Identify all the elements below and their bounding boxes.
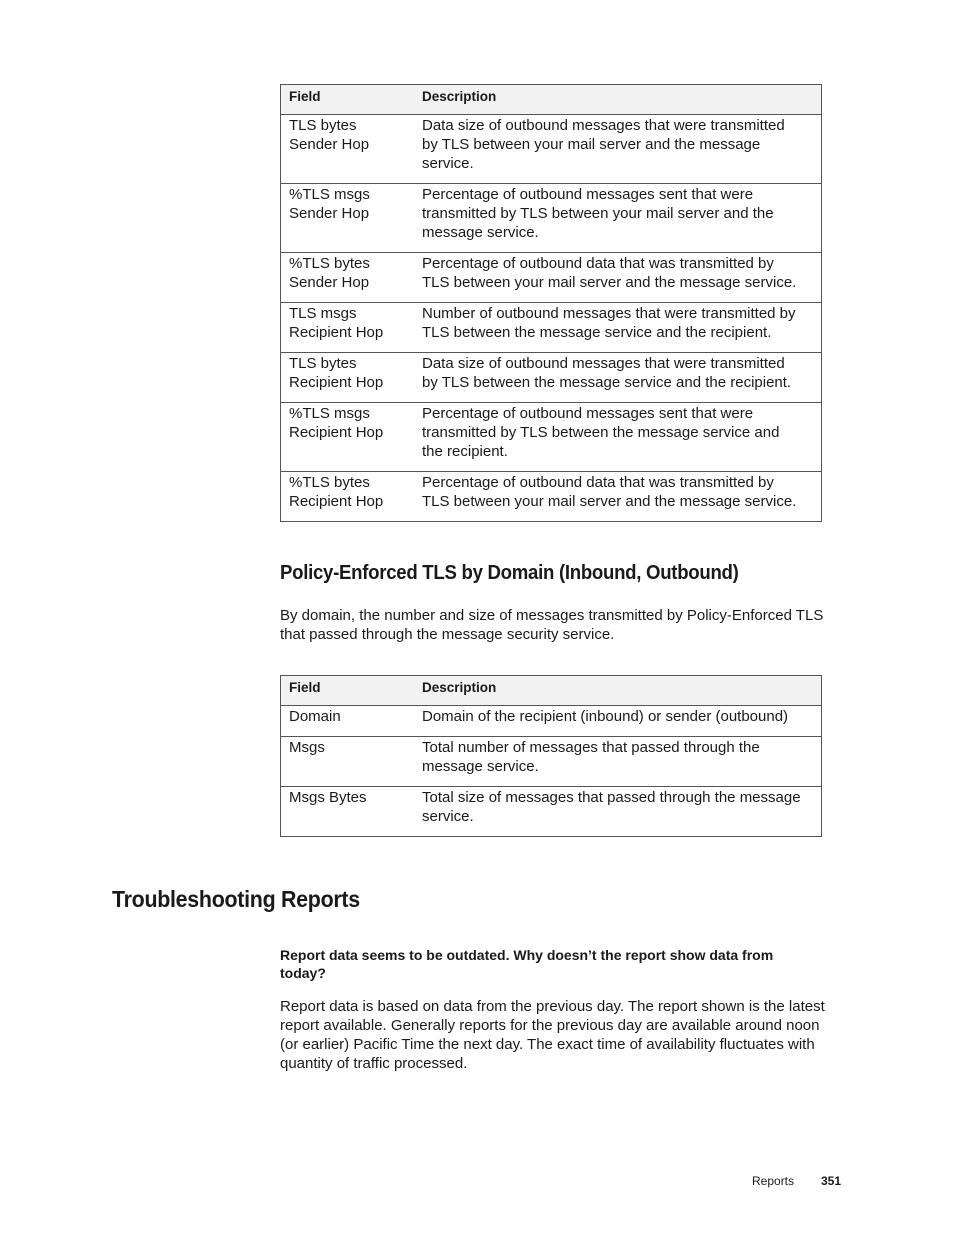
table-row [281, 184, 822, 253]
field-line: %TLS msgs [289, 405, 370, 422]
field-cell [281, 353, 415, 403]
table-row [281, 737, 822, 787]
table-header-row [281, 85, 822, 115]
field-line: Sender Hop [289, 205, 370, 222]
description-line: Total size of messages that passed through the message [422, 789, 801, 806]
field-line: TLS bytes [289, 117, 357, 134]
field-line: Sender Hop [289, 274, 370, 291]
description-line: Percentage of outbound messages sent that were [422, 405, 754, 422]
field-line: Sender Hop [289, 136, 370, 153]
description-line: service. [422, 808, 474, 825]
table-header-row [281, 676, 822, 706]
description-cell [414, 403, 822, 472]
field-cell [281, 737, 415, 787]
tls-fields-table [280, 84, 822, 522]
description-cell [414, 184, 822, 253]
field-line: Msgs [289, 739, 325, 756]
answer-line: report available. Generally reports for the previous day are available around noon [280, 1017, 820, 1034]
description-cell [414, 253, 822, 303]
column-header-description: Description [414, 85, 822, 115]
description-line: Domain of the recipient (inbound) or sender (outbound) [422, 708, 789, 725]
troubleshooting-answer [280, 997, 850, 1073]
description-line: Total number of messages that passed through the [422, 739, 760, 756]
description-line: TLS between the message service and the recipient. [422, 324, 772, 341]
description-line: service. [422, 155, 474, 172]
policy-tls-heading: Policy-Enforced TLS by Domain (Inbound, Outbound) [280, 562, 739, 584]
field-line: %TLS msgs [289, 186, 370, 203]
field-cell [281, 303, 415, 353]
footer-section-name: Reports [752, 1174, 795, 1188]
field-line: %TLS bytes [289, 474, 370, 491]
description-line: Percentage of outbound data that was transmitted by [422, 474, 774, 491]
intro-line: By domain, the number and size of messages transmitted by Policy-Enforced TLS [280, 607, 824, 624]
table-row [281, 115, 822, 184]
policy-tls-intro [280, 606, 850, 644]
column-header-description: Description [414, 676, 822, 706]
table-row [281, 706, 822, 737]
field-cell [281, 403, 415, 472]
field-cell [281, 787, 415, 837]
description-line: by TLS between your mail server and the message [422, 136, 761, 153]
field-line: Recipient Hop [289, 324, 384, 341]
field-line: TLS bytes [289, 355, 357, 372]
field-cell [281, 115, 415, 184]
intro-line: that passed through the message security service. [280, 626, 615, 643]
field-cell [281, 706, 415, 737]
description-cell [414, 706, 822, 737]
field-line: Domain [289, 708, 341, 725]
field-line: Recipient Hop [289, 493, 384, 510]
description-line: Data size of outbound messages that were transmitted [422, 355, 785, 372]
field-cell [281, 184, 415, 253]
description-line: TLS between your mail server and the message service. [422, 493, 797, 510]
description-cell [414, 115, 822, 184]
field-cell [281, 253, 415, 303]
description-line: transmitted by TLS between the message service and [422, 424, 780, 441]
description-line: the recipient. [422, 443, 508, 460]
answer-line: quantity of traffic processed. [280, 1055, 468, 1072]
column-header-field: Field [281, 85, 415, 115]
description-line: message service. [422, 224, 539, 241]
table-row [281, 472, 822, 522]
answer-line: Report data is based on data from the previous day. The report shown is the latest [280, 998, 825, 1015]
table-row [281, 253, 822, 303]
description-line: TLS between your mail server and the message service. [422, 274, 797, 291]
description-cell [414, 353, 822, 403]
troubleshooting-question [280, 946, 850, 982]
table-row [281, 353, 822, 403]
table-row [281, 787, 822, 837]
question-line: Report data seems to be outdated. Why doesn’t the report show data from [280, 947, 774, 963]
description-line: message service. [422, 758, 539, 775]
troubleshooting-heading: Troubleshooting Reports [112, 886, 360, 912]
field-line: Recipient Hop [289, 424, 384, 441]
field-line: TLS msgs [289, 305, 357, 322]
field-line: %TLS bytes [289, 255, 370, 272]
column-header-field: Field [281, 676, 415, 706]
field-line: Msgs Bytes [289, 789, 367, 806]
description-line: Percentage of outbound messages sent that were [422, 186, 754, 203]
description-line: Number of outbound messages that were transmitted by [422, 305, 796, 322]
answer-line: (or earlier) Pacific Time the next day. The exact time of availability fluctuates with [280, 1036, 815, 1053]
description-cell [414, 472, 822, 522]
field-cell [281, 472, 415, 522]
table-row [281, 403, 822, 472]
description-line: by TLS between the message service and the recipient. [422, 374, 792, 391]
description-line: Data size of outbound messages that were transmitted [422, 117, 785, 134]
footer-page-number: 351 [821, 1174, 842, 1188]
table-row [281, 303, 822, 353]
description-cell [414, 303, 822, 353]
description-cell [414, 787, 822, 837]
field-line: Recipient Hop [289, 374, 384, 391]
question-line: today? [280, 965, 326, 981]
description-cell [414, 737, 822, 787]
description-line: Percentage of outbound data that was transmitted by [422, 255, 774, 272]
description-line: transmitted by TLS between your mail server and the [422, 205, 774, 222]
domain-fields-table [280, 675, 822, 837]
